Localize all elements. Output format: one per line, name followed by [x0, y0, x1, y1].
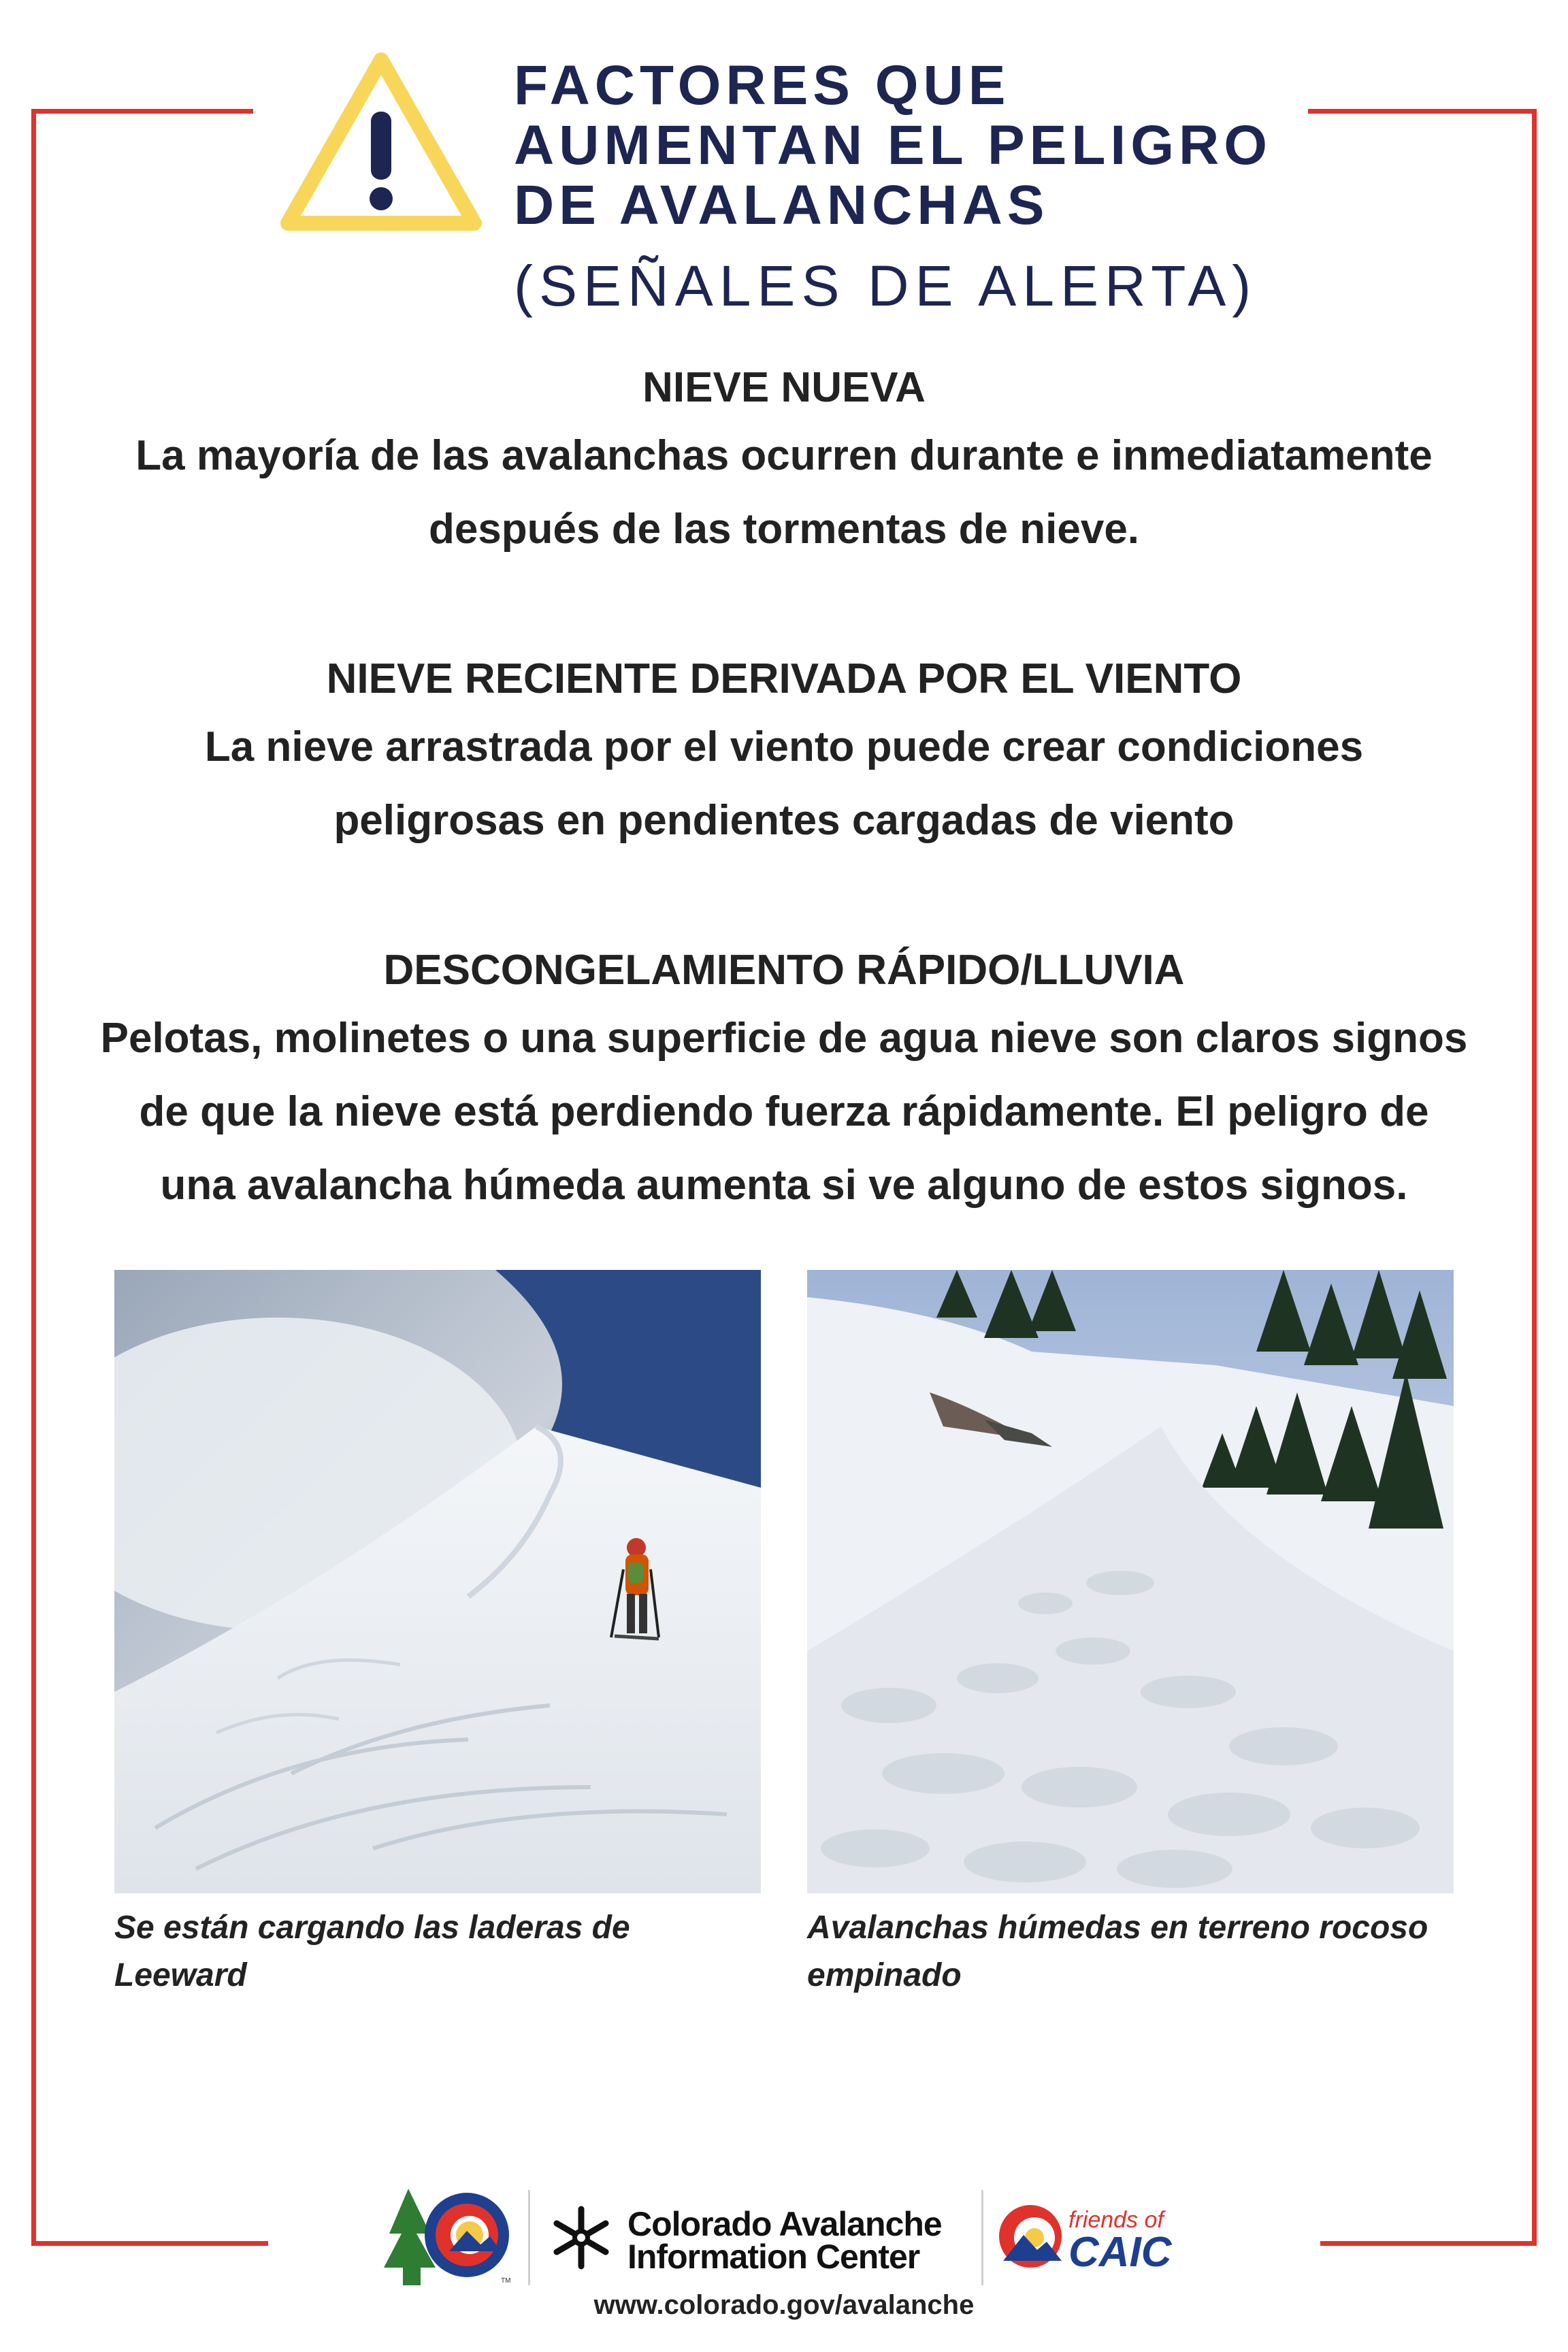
snowflake-icon [549, 2205, 614, 2270]
footer-divider [981, 2190, 983, 2285]
title-line: DE AVALANCHAS [514, 174, 1049, 236]
caic-label: CAIC [1068, 2229, 1172, 2276]
frame-right-line [1532, 109, 1537, 2246]
title-line: FACTORES QUE [514, 54, 1011, 116]
section-body-line: La nieve arrastrada por el viento puede crear condiciones [204, 723, 1364, 770]
caic-wordmark [627, 2205, 981, 2276]
colorado-state-logo-icon [381, 2186, 517, 2288]
frame-bottom-left-line [31, 2241, 268, 2246]
photo-caption-left [114, 1904, 761, 1999]
section-nieve-nueva [54, 361, 1514, 566]
caic-name-line: Information Center [627, 2238, 920, 2276]
page-title [514, 56, 1399, 235]
photo-caption-right [807, 1904, 1454, 1999]
svg-text:TM: TM [501, 2277, 511, 2285]
warning-triangle-icon [276, 45, 487, 242]
section-body-line: La mayoría de las avalanchas ocurren durante e inmediatamente [135, 432, 1433, 479]
section-body-line: una avalancha húmeda aumenta si ve alguno de estos signos. [160, 1162, 1408, 1209]
website-link[interactable]: www.colorado.gov/avalanche [593, 2290, 975, 2320]
section-body-line: de que la nieve está perdiendo fuerza rápidamente. El peligro de [139, 1088, 1429, 1135]
caption-line: Avalanchas húmedas en terreno rocoso [807, 1910, 1428, 1946]
section-body-line: Pelotas, molinetes o una superficie de agua nieve son claros signos [100, 1015, 1468, 1062]
title-line: AUMENTAN EL PELIGRO [514, 114, 1272, 176]
frame-left-line [31, 109, 36, 2246]
page-subtitle: (SEÑALES DE ALERTA) [514, 254, 1258, 318]
caption-line: Leeward [114, 1957, 247, 1993]
section-descongelamiento [54, 943, 1514, 1222]
footer-divider [528, 2190, 530, 2285]
caic-name-line: Colorado Avalanche [627, 2205, 942, 2243]
friends-of-label: friends of [1068, 2207, 1164, 2233]
section-heading: DESCONGELAMIENTO RÁPIDO/LLUVIA [383, 947, 1185, 994]
section-heading: NIEVE NUEVA [642, 364, 926, 411]
section-body-line: peligrosas en pendientes cargadas de viento [333, 797, 1235, 844]
friends-of-caic-logo-icon [996, 2202, 1064, 2270]
photo-wind-loaded-slope [114, 1270, 761, 1893]
caption-line: Se están cargando las laderas de [114, 1910, 630, 1946]
section-nieve-viento [54, 652, 1514, 858]
section-heading: NIEVE RECIENTE DERIVADA POR EL VIENTO [326, 655, 1242, 702]
section-body-line: después de las tormentas de nieve. [428, 506, 1140, 553]
frame-bottom-right-line [1320, 2241, 1537, 2246]
frame-top-left-line [31, 109, 253, 114]
caption-line: empinado [807, 1957, 962, 1993]
photo-wet-avalanche [807, 1270, 1454, 1893]
